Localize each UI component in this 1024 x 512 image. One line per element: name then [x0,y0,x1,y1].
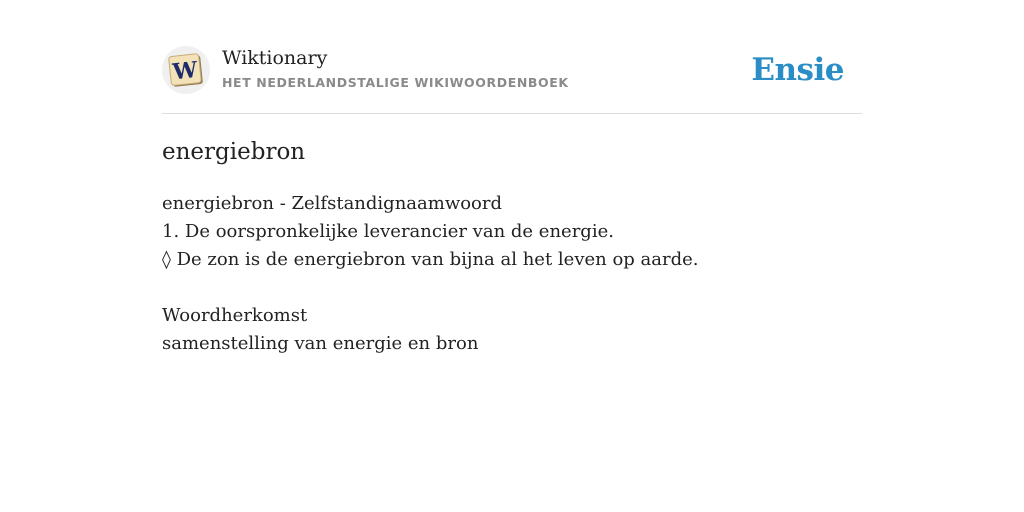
site-tagline: HET NEDERLANDSTALIGE WIKIWOORDENBOEK [222,75,569,90]
wiktionary-logo-icon[interactable] [162,46,210,94]
definition-text: 1. De oorspronkelijke leverancier van de energie. [162,221,614,242]
etymology-heading: Woordherkomst [162,305,308,326]
page-title: energiebron [162,139,306,165]
header [162,0,862,114]
entry-content [162,190,699,358]
etymology-text: samenstelling van energie en bron [162,333,479,354]
logo-letter: W [171,56,199,86]
page-container [162,0,862,354]
site-name[interactable]: Wiktionary [222,47,328,69]
ensie-brand-link[interactable]: Ensie [751,52,844,88]
spacer [162,274,699,302]
example-text: ◊ De zon is de energiebron van bijna al het leven op aarde. [162,249,699,270]
definition-heading: energiebron - Zelfstandignaamwoord [162,193,503,214]
